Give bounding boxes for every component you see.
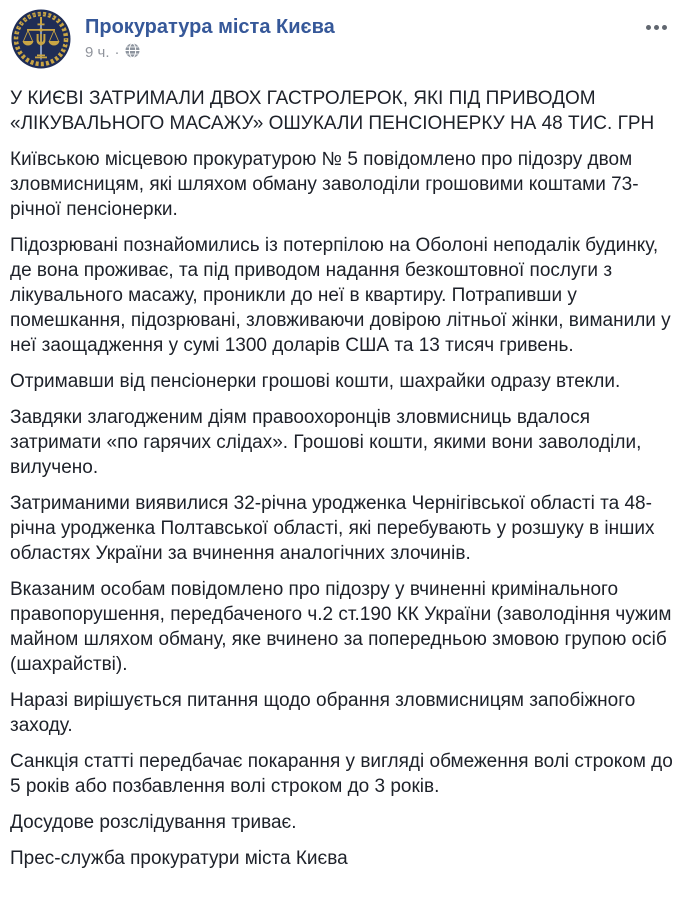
ellipsis-icon (646, 25, 667, 30)
post-paragraph: Досудове розслідування триває. (10, 812, 297, 833)
timestamp-link[interactable]: 9 ч. (85, 44, 110, 61)
page-name-link[interactable]: Прокуратура міста Києва (85, 16, 335, 38)
post-body (0, 70, 686, 871)
prosecutor-emblem-icon (10, 8, 72, 70)
post-paragraph: Завдяки злагодженим діям правоохоронців зловмисниць вдалося затримати «по гарячих слідах». Грошові кошти, якими вони заволоділи, вилучено. (10, 407, 642, 478)
post-paragraph: Вказаним особам повідомлено про підозру у вчиненні кримінального правопорушення, передбаченого ч.2 ст.190 КК України (заволодіння чужим майном шляхом обману, яке вчинено за попередньою змовою групою осіб (шахрайстві). (10, 579, 672, 675)
globe-icon (125, 43, 140, 63)
post-paragraph: Підозрювані познайомились із потерпілою на Оболоні неподалік будинку, де вона проживає, та під приводом надання безкоштовної послуги з лікувального масажу, проникли до неї в квартиру. Потрапивши у помешкання, підозрювані, зловживаючи довірою літньої жінки, виманили у неї заощадження у сумі 1300 доларів США та 13 тисяч гривень. (10, 235, 671, 356)
post-paragraph: Отримавши від пенсіонерки грошові кошти, шахрайки одразу втекли. (10, 371, 621, 392)
post-paragraph: Київською місцевою прокуратурою № 5 повідомлено про підозру двом зловмисницям, які шляхом обману заволоділи грошовими коштами 73-річної пенсіонерки. (10, 149, 639, 220)
post-header (0, 0, 686, 70)
post-headline: У КИЄВІ ЗАТРИМАЛИ ДВОХ ГАСТРОЛЕРОК, ЯКІ ПІД ПРИВОДОМ «ЛІКУВАЛЬНОГО МАСАЖУ» ОШУКАЛИ ПЕНСІОНЕРКУ НА 48 ТИС. ГРН (10, 88, 655, 134)
page-avatar[interactable] (10, 8, 72, 70)
post-signature: Прес-служба прокуратури міста Києва (10, 848, 348, 869)
header-info (85, 8, 335, 63)
post-paragraph: Наразі вирішується питання щодо обрання зловмисницям запобіжного заходу. (10, 690, 636, 736)
post-meta (85, 43, 335, 63)
post-paragraph: Затриманими виявилися 32-річна уродженка Чернігівської області та 48-річна уродженка Полтавської області, які перебувають у розшуку в інших областях України за вчинення аналогічних злочинів. (10, 493, 655, 564)
post-paragraph: Санкція статті передбачає покарання у вигляді обмеження волі строком до 5 років або позбавлення волі строком до 3 років. (10, 751, 673, 797)
meta-separator: · (114, 44, 120, 61)
post-options-button[interactable] (638, 14, 674, 40)
